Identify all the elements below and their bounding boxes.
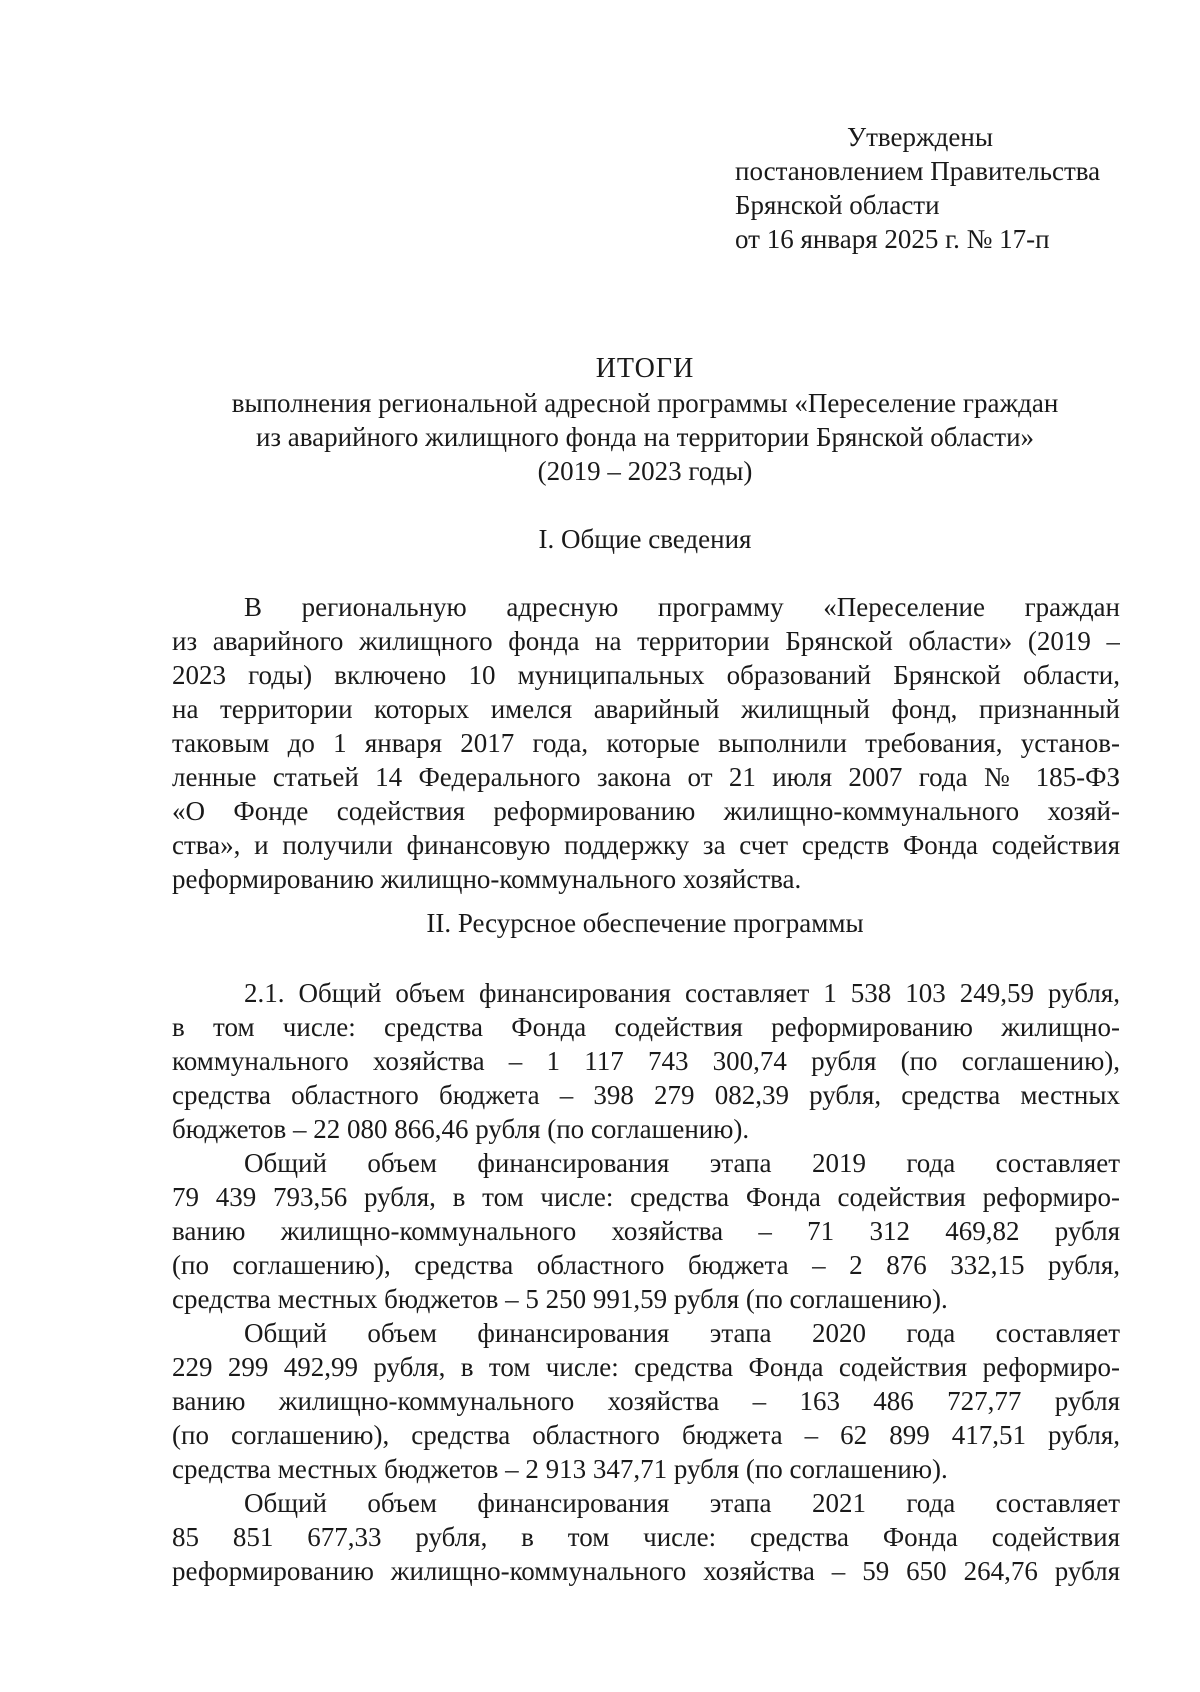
paragraph-line: коммунального хозяйства – 1 117 743 300,74 рубля (по соглашению), — [172, 1046, 1120, 1076]
paragraph-line: в том числе: средства Фонда содействия реформированию жилищно- — [172, 1012, 1120, 1042]
paragraph-line: В региональную адресную программу «Переселение граждан — [244, 592, 1120, 622]
paragraph-line: Общий объем финансирования этапа 2019 года составляет — [244, 1148, 1120, 1178]
paragraph-line: бюджетов – 22 080 866,46 рубля (по соглашению). — [172, 1114, 750, 1144]
paragraph-line: 2023 годы) включено 10 муниципальных образований Брянской области, — [172, 660, 1120, 690]
approval-line: постановлением Правительства — [735, 156, 1101, 186]
paragraph-line: средства местных бюджетов – 2 913 347,71 рубля (по соглашению). — [172, 1454, 948, 1484]
paragraph-line: 2.1. Общий объем финансирования составляет 1 538 103 249,59 рубля, — [244, 978, 1120, 1008]
approval-line: Утверждены — [847, 122, 993, 152]
paragraph-line: «О Фонде содействия реформированию жилищно-коммунального хозяй- — [172, 796, 1120, 826]
approval-line: Брянской области — [735, 190, 940, 220]
paragraph-line: 229 299 492,99 рубля, в том числе: средства Фонда содействия реформиро- — [172, 1352, 1120, 1382]
section-general-paragraph — [172, 590, 1120, 896]
paragraph-line: 79 439 793,56 рубля, в том числе: средства Фонда содействия реформиро- — [172, 1182, 1120, 1212]
paragraph-line: средства местных бюджетов – 5 250 991,59 рубля (по соглашению). — [172, 1284, 948, 1314]
paragraph-line: ванию жилищно-коммунального хозяйства – 163 486 727,77 рубля — [172, 1386, 1120, 1416]
paragraph-line: реформированию жилищно-коммунального хозяйства – 59 650 264,76 рубля — [172, 1556, 1120, 1586]
paragraph-line: на территории которых имелся аварийный жилищный фонд, признанный — [172, 694, 1120, 724]
approval-stamp — [735, 120, 1100, 256]
document-subtitle-line: из аварийного жилищного фонда на территории Брянской области» — [255, 422, 1035, 452]
section-resources-paragraphs — [172, 976, 1120, 1588]
paragraph-line: ванию жилищно-коммунального хозяйства – 71 312 469,82 рубля — [172, 1216, 1120, 1246]
paragraph-line: реформированию жилищно-коммунального хозяйства. — [172, 864, 802, 894]
document-title-block — [170, 352, 1120, 488]
approval-date-number: от 16 января 2025 г. № 17-п — [735, 224, 1050, 254]
paragraph-line: ства», и получили финансовую поддержку за счет средств Фонда содействия — [172, 830, 1120, 860]
paragraph-line: Общий объем финансирования этапа 2021 года составляет — [244, 1488, 1120, 1518]
section-heading-resources: II. Ресурсное обеспечение программы — [426, 908, 864, 938]
paragraph-line: (по соглашению), средства областного бюджета – 62 899 417,51 рубля, — [172, 1420, 1120, 1450]
document-title: ИТОГИ — [595, 353, 695, 384]
paragraph-line: Общий объем финансирования этапа 2020 года составляет — [244, 1318, 1120, 1348]
paragraph-line: из аварийного жилищного фонда на территории Брянской области» (2019 – — [172, 626, 1120, 656]
paragraph-line: 85 851 677,33 рубля, в том числе: средства Фонда содействия — [172, 1522, 1120, 1552]
section-heading-general: I. Общие сведения — [538, 524, 752, 554]
paragraph-line: средства областного бюджета – 398 279 082,39 рубля, средства местных — [172, 1080, 1120, 1110]
paragraph-line: таковым до 1 января 2017 года, которые выполнили требования, установ- — [172, 728, 1120, 758]
paragraph-line: ленные статьей 14 Федерального закона от 21 июля 2007 года № 185-ФЗ — [172, 762, 1120, 792]
document-subtitle-period: (2019 – 2023 годы) — [537, 456, 753, 486]
paragraph-line: (по соглашению), средства областного бюджета – 2 876 332,15 рубля, — [172, 1250, 1120, 1280]
document-subtitle-line: выполнения региональной адресной программы «Переселение граждан — [231, 388, 1059, 418]
